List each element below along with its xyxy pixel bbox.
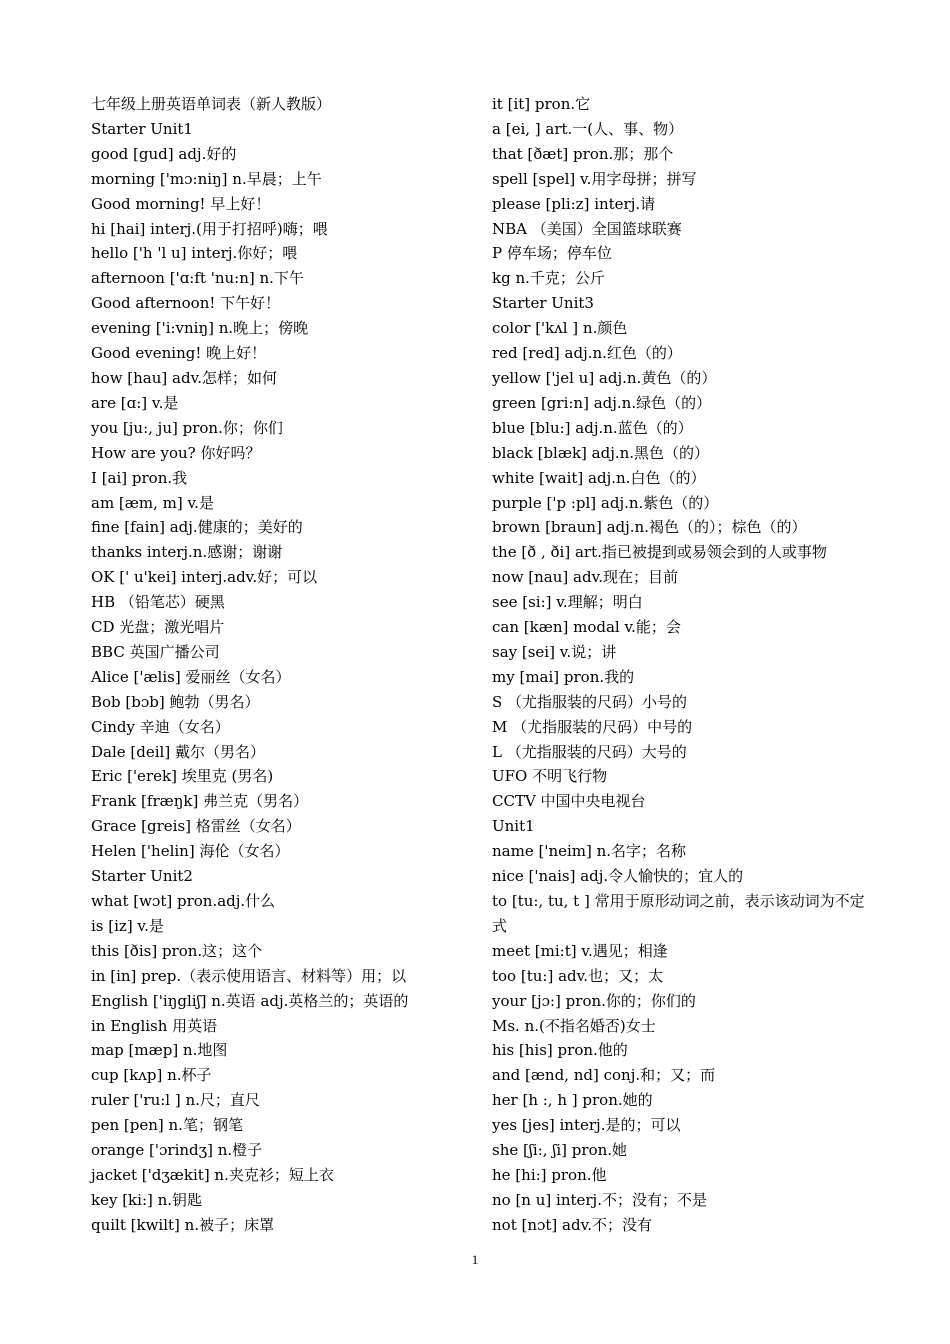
vocab-line: orange ['ɔrindʒ] n.橙子 xyxy=(91,1141,263,1160)
vocab-line: your [jɔ:] pron.你的；你们的 xyxy=(492,991,696,1010)
vocab-line: he [hi:] pron.他 xyxy=(492,1165,607,1184)
vocab-line: quilt [kwilt] n.被子；床罩 xyxy=(91,1215,275,1234)
vocab-line: no [n u] interj.不；没有；不是 xyxy=(492,1190,707,1209)
vocab-line: yellow ['jel u] adj.n.黄色（的） xyxy=(492,368,717,387)
vocab-line: HB （铅笔芯）硬黑 xyxy=(91,593,225,612)
vocab-line: S （尤指服装的尺码）小号的 xyxy=(492,692,688,711)
vocab-line: nice ['nais] adj.令人愉快的；宜人的 xyxy=(492,867,744,886)
vocab-line: it [it] pron.它 xyxy=(492,95,591,113)
vocab-line: Bob [bɔb] 鲍勃（男名） xyxy=(91,692,260,711)
vocab-line: now [nau] adv.现在；目前 xyxy=(492,568,679,587)
vocab-line: evening ['i:vniŋ] n.晚上；傍晚 xyxy=(91,319,309,338)
vocab-line: color ['kʌl ] n.颜色 xyxy=(492,319,628,338)
vocab-line: brown [braun] adj.n.褐色（的）；棕色（的） xyxy=(492,518,807,537)
vocab-line: blue [blu:] adj.n.蓝色（的） xyxy=(492,418,693,437)
vocab-line: I [ai] pron.我 xyxy=(91,468,188,487)
vocab-line: too [tu:] adv.也；又；太 xyxy=(492,966,664,985)
vocab-line: green [gri:n] adj.n.绿色（的） xyxy=(492,393,712,412)
vocab-line: Starter Unit1 xyxy=(91,119,193,138)
vocab-line: Good evening! 晚上好！ xyxy=(91,344,267,363)
vocab-line: Alice ['ælis] 爱丽丝（女名） xyxy=(91,667,291,686)
vocab-line: Eric ['erek] 埃里克 (男名) xyxy=(91,767,274,786)
vocab-line: 七年级上册英语单词表（新人教版） xyxy=(91,95,332,113)
vocab-line: and [ænd, nd] conj.和；又；而 xyxy=(492,1066,716,1085)
vocab-line: my [mai] pron.我的 xyxy=(492,667,635,686)
vocab-line: Ms. n.(不指名婚否)女士 xyxy=(492,1016,656,1035)
vocab-line: Good afternoon! 下午好！ xyxy=(91,294,281,313)
right-column xyxy=(492,92,872,1238)
vocab-line: Starter Unit2 xyxy=(91,867,193,886)
vocab-line: this [ðis] pron.这；这个 xyxy=(91,941,263,960)
vocab-line: key [ki:] n.钥匙 xyxy=(91,1190,203,1209)
vocab-line: CCTV 中国中央电视台 xyxy=(492,792,646,811)
vocab-line: spell [spel] v.用字母拼；拼写 xyxy=(492,169,697,188)
vocab-line: How are you? 你好吗？ xyxy=(91,443,261,462)
left-column xyxy=(91,92,461,1238)
vocab-line: see [si:] v.理解；明白 xyxy=(492,593,643,612)
vocab-line: jacket ['dʒækit] n.夹克衫；短上衣 xyxy=(91,1165,334,1184)
vocab-line: NBA （美国）全国篮球联赛 xyxy=(492,219,682,238)
vocab-line: P 停车场；停车位 xyxy=(492,244,612,263)
page-number: 1 xyxy=(471,1252,479,1267)
vocab-line: is [iz] v.是 xyxy=(91,916,164,935)
vocab-line: Unit1 xyxy=(492,817,535,836)
vocab-line: the [ð , ði] art.指已被提到或易领会到的人或事物 xyxy=(492,543,827,562)
vocab-line: pen [pen] n.笔；钢笔 xyxy=(91,1116,243,1135)
vocab-line: her [h :, h ] pron.她的 xyxy=(492,1091,653,1110)
vocab-line: English ['iŋgliʃ] n.英语 adj.英格兰的；英语的 xyxy=(91,991,409,1010)
vocab-line: to [tu:, tu, t ] 常用于原形动词之前，表示该动词为不定式 xyxy=(492,892,865,935)
vocab-line: not [nɔt] adv.不；没有 xyxy=(492,1215,653,1234)
vocab-line: she [ʃi:, ʃi] pron.她 xyxy=(492,1141,628,1160)
vocab-line: kg n.千克；公斤 xyxy=(492,269,605,288)
vocab-line: UFO 不明飞行物 xyxy=(492,767,608,786)
vocab-line: are [ɑ:] v.是 xyxy=(91,393,179,412)
vocab-line: Grace [greis] 格雷丝（女名） xyxy=(91,817,301,836)
vocab-line: map [mæp] n.地图 xyxy=(91,1041,228,1060)
vocab-line: in English 用英语 xyxy=(91,1016,218,1035)
vocab-line: Good morning! 早上好！ xyxy=(91,194,271,213)
vocab-line: you [ju:, ju] pron.你；你们 xyxy=(91,418,283,437)
vocab-line: red [red] adj.n.红色（的） xyxy=(492,344,682,363)
vocab-line: BBC 英国广播公司 xyxy=(91,642,220,661)
vocab-line: ruler ['ru:l ] n.尺；直尺 xyxy=(91,1091,260,1110)
vocab-line: can [kæn] modal v.能；会 xyxy=(492,618,681,637)
vocab-line: his [his] pron.他的 xyxy=(492,1041,628,1060)
vocab-line: fine [fain] adj.健康的；美好的 xyxy=(91,518,303,537)
vocab-line: am [æm, m] v.是 xyxy=(91,493,214,512)
vocab-line: Frank [fræŋk] 弗兰克（男名） xyxy=(91,792,309,811)
vocab-line: CD 光盘；激光唱片 xyxy=(91,618,225,637)
vocab-line: in [in] prep.（表示使用语言、材料等）用；以 xyxy=(91,966,407,985)
vocab-line: what [wɔt] pron.adj.什么 xyxy=(91,892,276,910)
vocab-line: Helen ['helin] 海伦（女名） xyxy=(91,842,290,861)
vocab-line: Starter Unit3 xyxy=(492,294,594,313)
vocab-line: that [ðæt] pron.那；那个 xyxy=(492,144,674,163)
vocab-line: thanks interj.n.感谢；谢谢 xyxy=(91,543,283,562)
vocab-line: cup [kʌp] n.杯子 xyxy=(91,1066,212,1085)
vocab-line: please [pli:z] interj.请 xyxy=(492,194,656,213)
vocab-line: how [hau] adv.怎样；如何 xyxy=(91,368,278,387)
vocab-line: purple ['p :pl] adj.n.紫色（的） xyxy=(492,493,719,512)
vocab-line: a [ei, ] art.一(人、事、物） xyxy=(492,119,684,138)
vocab-line: black [blæk] adj.n.黑色（的） xyxy=(492,443,710,462)
vocab-line: name ['neim] n.名字；名称 xyxy=(492,842,687,861)
vocab-line: morning ['mɔ:niŋ] n.早晨；上午 xyxy=(91,169,322,188)
vocab-line: meet [mi:t] v.遇见；相逢 xyxy=(492,941,668,960)
vocab-line: M （尤指服装的尺码）中号的 xyxy=(492,717,693,736)
vocab-line: L （尤指服装的尺码）大号的 xyxy=(492,742,687,761)
vocab-line: OK [' u'kei] interj.adv.好；可以 xyxy=(91,568,318,587)
vocab-line: yes [jes] interj.是的；可以 xyxy=(492,1116,681,1135)
vocab-line: good [gud] adj.好的 xyxy=(91,144,237,163)
vocab-line: hello ['h 'l u] interj.你好；喂 xyxy=(91,244,298,263)
vocab-line: hi [hai] interj.(用于打招呼)嗨；喂 xyxy=(91,219,328,238)
vocab-line: say [sei] v.说；讲 xyxy=(492,642,617,661)
vocab-line: Cindy 辛迪（女名） xyxy=(91,717,230,736)
vocab-line: white [wait] adj.n.白色（的） xyxy=(492,468,706,487)
vocab-line: Dale [deil] 戴尔（男名） xyxy=(91,742,265,761)
vocab-line: afternoon ['ɑ:ft 'nu:n] n.下午 xyxy=(91,269,304,288)
